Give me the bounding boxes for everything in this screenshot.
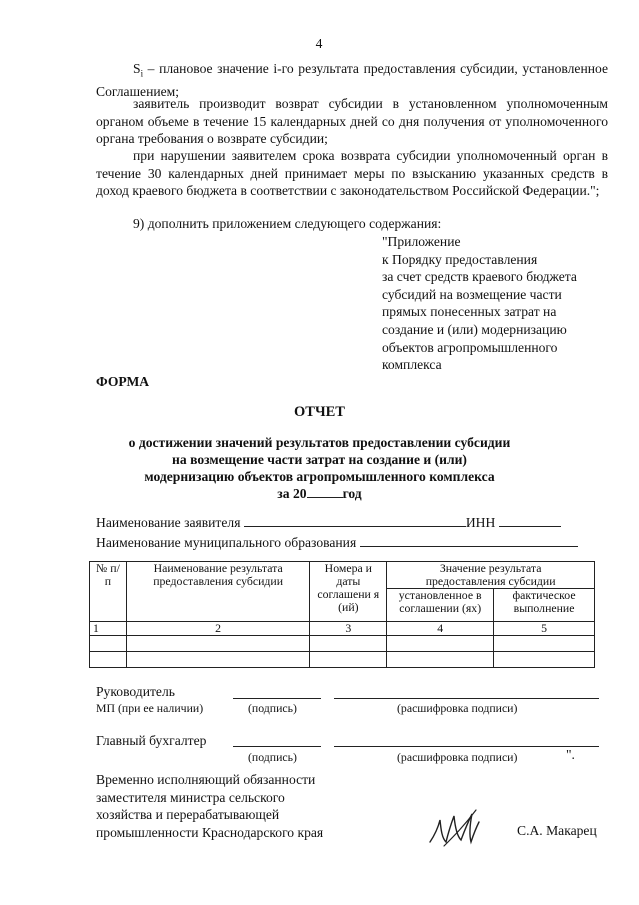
page-number: 4 — [315, 36, 323, 51]
signer-name: С.А. Макарец — [517, 823, 597, 838]
th-number: № п/п — [90, 562, 127, 622]
head-sign-hint: (подпись) — [248, 701, 297, 715]
table-cell[interactable] — [310, 636, 387, 652]
table-cell: 5 — [494, 622, 595, 636]
appendix-line: субсидий на возмещение части — [382, 286, 562, 302]
si-text: – плановое значение i-го результата предоставления субсидии, установленное Соглашением; — [96, 61, 608, 100]
paragraph-appendix-intro: 9) дополнить приложением следующего содержания: — [133, 216, 442, 231]
appendix-line: прямых понесенных затрат на — [382, 304, 557, 320]
signer-title-line: заместителя министра сельского — [96, 789, 285, 805]
applicant-label: Наименование заявителя — [96, 515, 241, 530]
year-line — [0, 485, 639, 502]
accountant-signature-line[interactable] — [233, 745, 321, 747]
municipality-row — [96, 534, 578, 551]
table-cell: 2 — [126, 622, 309, 636]
year-suffix: год — [342, 486, 362, 501]
table-row-numbers — [90, 622, 595, 636]
table-cell: 4 — [387, 622, 494, 636]
form-label: ФОРМА — [96, 374, 150, 389]
appendix-line: "Приложение — [382, 234, 461, 249]
table-cell[interactable] — [494, 652, 595, 668]
signer-title-line: промышленности Краснодарского края — [96, 824, 324, 840]
subtitle-line: модернизацию объектов агропромышленного комплекса — [144, 469, 495, 484]
accountant-sign-hint: (подпись) — [248, 750, 297, 764]
handwritten-signature — [424, 806, 484, 850]
paragraph-violation: при нарушении заявителем срока возврата субсидии уполномоченный орган в течение 30 календарных дней принимает меры по взысканию указанных средств в доход краевого бюджета в соответствии с законодательством Российской Федерации."; — [96, 148, 608, 198]
municipality-field[interactable] — [360, 534, 578, 547]
report-title: ОТЧЕТ — [294, 404, 345, 420]
year-blank[interactable] — [307, 485, 343, 498]
report-table — [89, 561, 595, 668]
th-result-value: Значение результата предоставления субсидии — [387, 562, 595, 589]
table-cell[interactable] — [387, 636, 494, 652]
appendix-line: к Порядку предоставления — [382, 251, 538, 267]
paragraph-refund: заявитель производит возврат субсидии в установленном уполномоченным органом объеме в течение 15 календарных дней со дня получения от уполномоченного органа требования о возврате субсидии; — [96, 96, 608, 146]
appendix-line: создание и (или) модернизацию — [382, 321, 567, 337]
report-subtitle — [0, 434, 639, 502]
closing-quote: ". — [566, 747, 575, 762]
table-cell[interactable] — [387, 652, 494, 668]
table-cell: 1 — [90, 622, 127, 636]
table-cell[interactable] — [90, 636, 127, 652]
signer-title-line: хозяйства и перерабатывающей — [96, 807, 280, 823]
head-label: Руководитель — [96, 684, 175, 699]
appendix-block — [382, 233, 577, 374]
inn-field[interactable] — [499, 514, 561, 527]
applicant-row — [96, 514, 561, 531]
table-cell[interactable] — [126, 636, 309, 652]
table-row — [90, 636, 595, 652]
seal-label: МП (при ее наличии) — [96, 701, 204, 715]
si-subscript: i — [140, 68, 144, 79]
chief-accountant-label: Главный бухгалтер — [96, 733, 207, 748]
subtitle-line: на возмещение части затрат на создание и (или) — [172, 452, 467, 467]
signer-title-line: Временно исполняющий обязанности — [96, 772, 316, 787]
subtitle-line: о достижении значений результатов предоставлении субсидии — [128, 435, 511, 450]
accountant-name-line[interactable] — [334, 745, 599, 747]
table-cell[interactable] — [126, 652, 309, 668]
signer-title — [96, 771, 323, 841]
accountant-decode-hint: (расшифровка подписи) — [397, 750, 518, 764]
head-signature-line[interactable] — [233, 697, 321, 699]
inn-label: ИНН — [465, 515, 496, 530]
head-decode-hint: (расшифровка подписи) — [397, 701, 518, 715]
year-prefix: за 20 — [277, 486, 307, 501]
table-cell[interactable] — [494, 636, 595, 652]
table-cell: 3 — [310, 622, 387, 636]
appendix-line: за счет средств краевого бюджета — [382, 269, 577, 285]
table-cell[interactable] — [90, 652, 127, 668]
appendix-line: комплекса — [382, 357, 442, 373]
head-name-line[interactable] — [334, 697, 599, 699]
th-set-value: установленное в соглашении (ях) — [387, 589, 494, 622]
applicant-field[interactable] — [244, 514, 466, 527]
table-cell[interactable] — [310, 652, 387, 668]
municipality-label: Наименование муниципального образования — [96, 535, 357, 550]
th-actual-value: фактическое выполнение — [494, 589, 595, 622]
si-symbol: S — [133, 61, 141, 76]
th-result-name: Наименование результата предоставления субсидии — [126, 562, 309, 622]
table-row — [90, 652, 595, 668]
appendix-line: объектов агропромышленного — [382, 339, 558, 355]
th-agreement-numbers: Номера и даты соглашени я (ий) — [310, 562, 387, 622]
